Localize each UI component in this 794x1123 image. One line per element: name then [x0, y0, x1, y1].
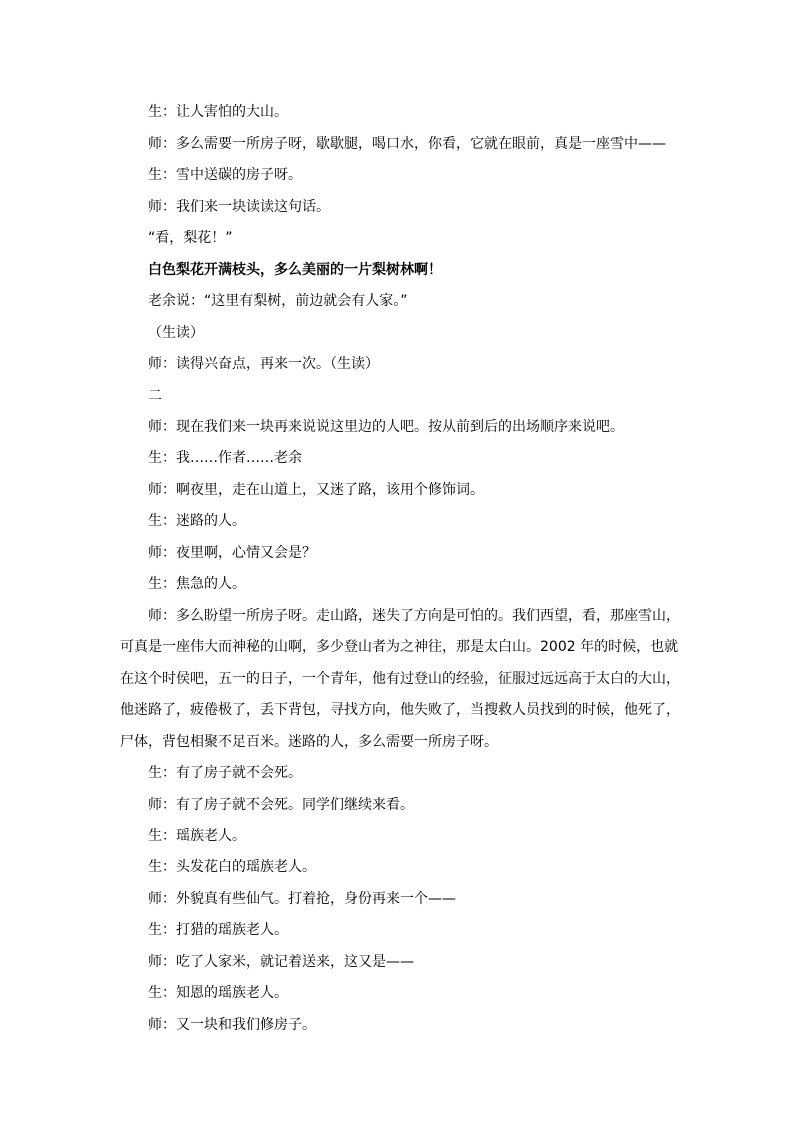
quote-line: “看，梨花！” — [148, 230, 233, 246]
dialogue-line: 生：雪中送碳的房子呀。 — [148, 167, 302, 183]
dialogue-line: 生：打猎的瑶族老人。 — [148, 922, 288, 938]
dialogue-line: 生：迷路的人。 — [148, 513, 246, 529]
dialogue-line: 生：知恩的瑶族老人。 — [148, 985, 288, 1001]
quote-line: 老余说：“这里有梨树，前边就会有人家。” — [148, 293, 408, 309]
stage-direction: （生读） — [148, 325, 204, 341]
dialogue-line: 师：有了房子就不会死。同学们继续来看。 — [148, 797, 414, 813]
dialogue-line: 生：有了房子就不会死。 — [148, 765, 302, 781]
dialogue-line: 生：焦急的人。 — [148, 576, 246, 592]
paragraph-line: 可真是一座伟大而神秘的山啊，多少登山者为之神往，那是太白山。2002 年的时候，也就 — [120, 639, 679, 655]
quote-line: 白色梨花开满枝头，多么美丽的一片梨树林啊！ — [148, 262, 442, 278]
dialogue-line: 生：让人害怕的大山。 — [148, 104, 288, 120]
dialogue-line: 师：外貌真有些仙气。打着抢，身份再来一个—— — [148, 891, 456, 907]
dialogue-line: 师：读得兴奋点，再来一次。（生读） — [148, 356, 379, 372]
dialogue-line: 师：我们来一块读读这句话。 — [148, 199, 330, 215]
dialogue-line: 生：头发花白的瑶族老人。 — [148, 859, 316, 875]
section-heading: 二 — [148, 388, 162, 404]
dialogue-line: 师：啊夜里，走在山道上，又迷了路，该用个修饰词。 — [148, 482, 484, 498]
dialogue-line: 师：夜里啊，心情又会是？ — [148, 545, 316, 561]
paragraph-line: 他迷路了，疲倦极了，丢下背包，寻找方向，他失败了，当搜救人员找到的时候，他死了， — [120, 702, 680, 718]
dialogue-line: 生：我……作者……老余 — [148, 450, 302, 466]
dialogue-line: 师：现在我们来一块再来说说这里边的人吧。按从前到后的出场顺序来说吧。 — [148, 419, 624, 435]
paragraph-line: 师：多么盼望一所房子呀。走山路，迷失了方向是可怕的。我们西望，看，那座雪山， — [148, 608, 680, 624]
dialogue-line: 师：吃了人家米，就记着送来，这又是—— — [148, 954, 414, 970]
dialogue-line: 生：瑶族老人。 — [148, 828, 246, 844]
paragraph-line: 在这个时侯吧，五一的日子，一个青年，他有过登山的经验，征服过远远高于太白的大山， — [120, 671, 680, 687]
dialogue-line: 师：多么需要一所房子呀，歇歇腿，喝口水，你看，它就在眼前，真是一座雪中—— — [148, 136, 666, 152]
dialogue-line: 师：又一块和我们修房子。 — [148, 1017, 316, 1033]
paragraph-line: 尸体，背包相聚不足百米。迷路的人，多么需要一所房子呀。 — [120, 734, 498, 750]
